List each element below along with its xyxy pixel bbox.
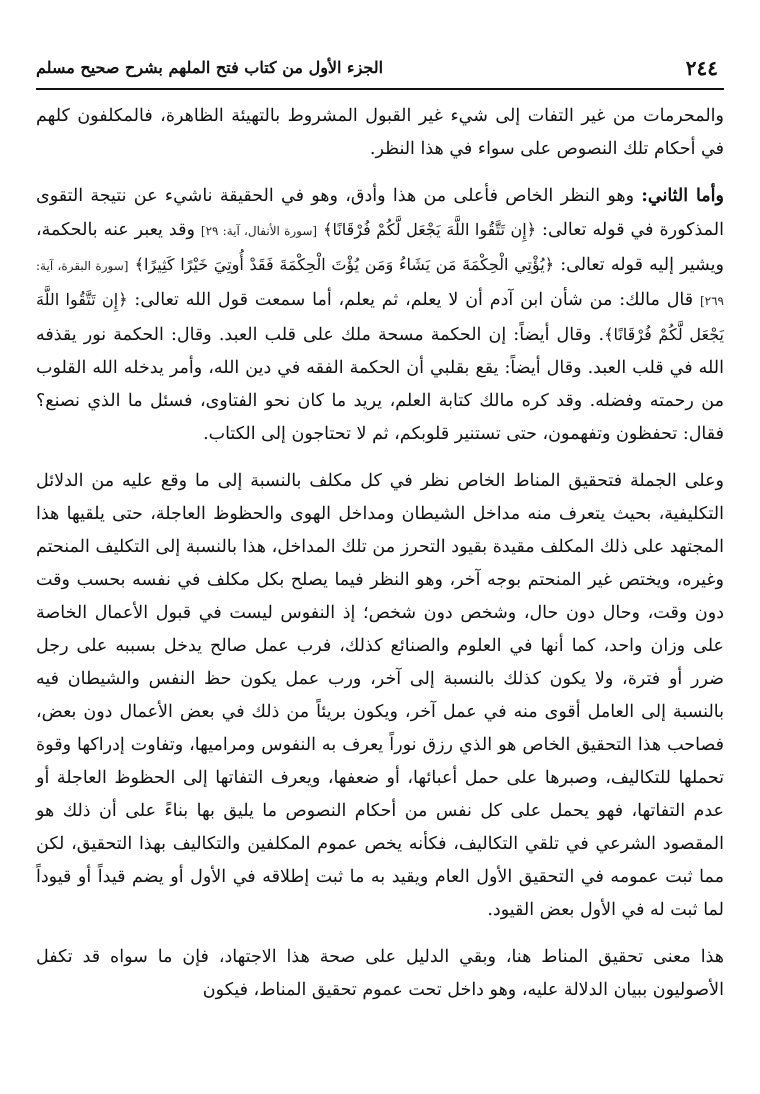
- paragraph-text: . وقال أيضاً: إن الحكمة مسحة ملك على قلب العبد. وقال: الحكمة نور يقذفه الله في قلب العبد. وقال أيضاً: يقع بقلبي أن الحكمة الفقه في دين الله، وأمر يدخله الله القلوب من رحمته وفضله. وقد كره مالك كتابة العلم، يريد ما كان نحو الفتاوى، فسئل ما الذي نصنع؟ فقال: تحفظون وتفهمون، حتى تستنير قلوبكم، ثم لا تحتاجون إلى الكتاب.: [36, 325, 724, 444]
- paragraph-lead: وأما الثاني:: [641, 186, 724, 206]
- paragraph-4: [36, 941, 724, 1007]
- paragraph-text: وهو النظر الخاص فأعلى من هذا وأدق، وهو في الحقيقة ناشيء عن نتيجة التقوى المذكورة في قوله تعالى:: [36, 186, 724, 240]
- running-header: [36, 52, 724, 90]
- quran-verse: ﴿إِن تَتَّقُوا اللَّهَ يَجْعَل لَّكُمْ فُرْقَانًا﴾: [323, 220, 537, 239]
- paragraph-1: [36, 100, 724, 166]
- paragraph-3: [36, 465, 724, 927]
- paragraph-text: هذا معنى تحقيق المناط هنا، وبقي الدليل على صحة هذا الاجتهاد، فإن ما سواه قد تكفل الأصوليون ببيان الدلالة عليه، وهو داخل تحت عموم تحقيق المناط، فيكون: [36, 947, 724, 1000]
- verse-reference: [سورة البقرة، آية: ٢٦٩]: [36, 259, 724, 308]
- paragraph-text: وعلى الجملة فتحقيق المناط الخاص نظر في كل مكلف بالنسبة إلى ما وقع عليه من الدلائل التكليفية، بحيث يتعرف منه مداخل الشيطان ومداخل الهوى والحظوظ العاجلة، حتى يلقيها هذا المجتهد على ذلك المكلف مقيدة بقيود التحرز من تلك المداخل، هذا بالنسبة إلى التكليف المنحتم وغيره، ويختص غير المنحتم بوجه آخر، وهو النظر فيما يصلح بكل مكلف في نفسه بحسب وقت دون وقت، وحال دون حال، وشخص دون شخص؛ إذ النفوس ليست في قبول الأعمال الخاصة على وزان واحد، كما أنها في العلوم والصنائع كذلك، فرب عمل صالح يدخل بسببه على رجل ضرر أو فترة، ولا يكون كذلك بالنسبة إلى آخر، ورب عمل يكون حظ النفس والشيطان فيه بالنسبة إلى العامل أقوى منه في عمل آخر، ويكون بريئاً من ذلك في بعض الأعمال دون بعض، فصاحب هذا التحقيق الخاص هو الذي رزق نوراً يعرف به النفوس ومراميها، وتفاوت إدراكها وقوة تحملها للتكاليف، وصبرها على حمل أعبائها، أو ضعفها، ويعرف التفاتها إلى الحظوظ العاجلة أو عدم التفاتها، فهو يحمل على كل نفس من أحكام النصوص ما يليق بها بناءً على أن ذلك هو المقصود الشرعي في تلقي التكاليف، فكأنه يخص عموم المكلفين والتكاليف بهذا التحقيق، لكن مما ثبت عمومه في التحقيق الأول العام ويقيد به ما ثبت إطلاقه في الأول أو يضم قيداً أو قيوداً لما ثبت له في الأول بعض القيود.: [36, 471, 724, 920]
- paragraph-text: قال مالك: من شأن ابن آدم أن لا يعلم، ثم يعلم، أما سمعت قول الله تعالى:: [127, 290, 700, 310]
- paragraph-text: وقد يعبر عنه بالحكمة، ويشير إليه قوله تعالى:: [36, 220, 724, 275]
- verse-reference: [سورة الأنفال، آية: ٢٩]: [200, 224, 318, 238]
- running-title: الجزء الأول من كتاب فتح الملهم بشرح صحيح مسلم: [36, 58, 384, 77]
- quran-verse: ﴿إِن تَتَّقُوا اللَّهَ يَجْعَل لَّكُمْ فُرْقَانًا﴾: [36, 290, 724, 344]
- paragraph-2: [36, 180, 724, 451]
- page-number: ٢٤٤: [685, 56, 718, 80]
- paragraph-text: والمحرمات من غير التفات إلى شيء غير القبول المشروط بالتهيئة الظاهرة، فالمكلفون كلهم في أحكام تلك النصوص على سواء في هذا النظر.: [36, 106, 724, 159]
- page-body: [36, 100, 724, 1021]
- quran-verse: ﴿يُؤْتِي الْحِكْمَةَ مَن يَشَاءُ وَمَن يُؤْتَ الْحِكْمَةَ فَقَدْ أُوتِيَ خَيْرًا كَثِيرًا﴾: [134, 255, 555, 274]
